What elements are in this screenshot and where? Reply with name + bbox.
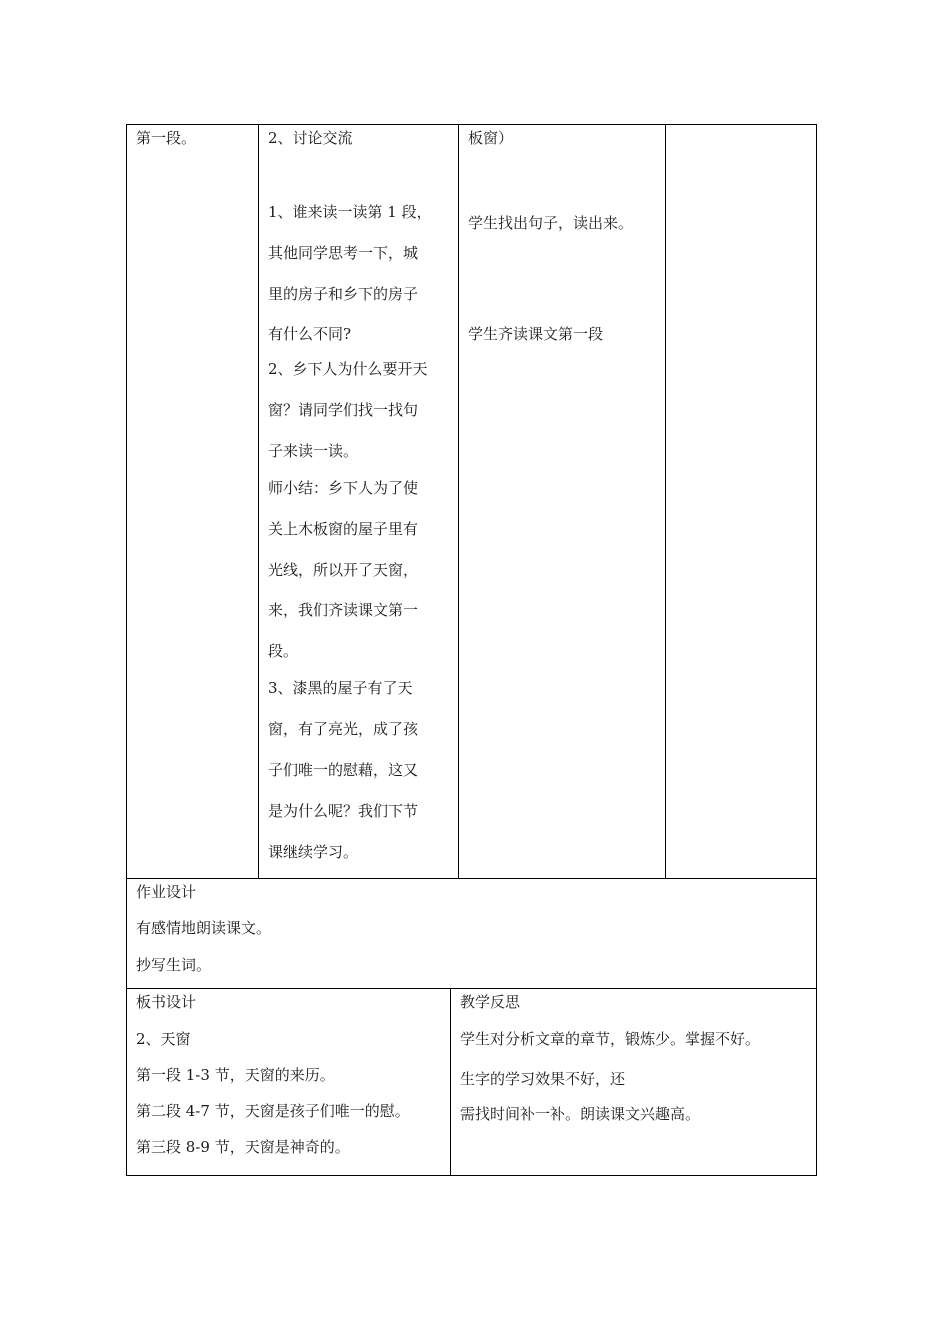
board-line: 第一段 1-3 节，天窗的来历。: [136, 1066, 335, 1084]
discussion-heading: 2、讨论交流: [268, 129, 353, 147]
reflection-line: 需找时间补一补。朗读课文兴趣高。: [460, 1105, 701, 1123]
teaching-line: 1、谁来读一读第 1 段，: [268, 203, 432, 221]
homework-title: 作业设计: [136, 883, 197, 901]
table-top-border: [126, 124, 817, 125]
student-activity-bottom: 学生齐读课文第一段: [468, 325, 604, 343]
teaching-line: 里的房子和乡下的房子: [268, 285, 419, 303]
teaching-line: 窗，有了亮光，成了孩: [268, 720, 419, 738]
board-line: 第二段 4-7 节，天窗是孩子们唯一的慰。: [136, 1102, 410, 1120]
teaching-line: 有什么不同?: [268, 325, 352, 343]
teaching-line: 窗？请同学们找一找句: [268, 401, 419, 419]
teaching-line: 子来读一读。: [268, 442, 359, 460]
teaching-line: 2、乡下人为什么要开天: [268, 360, 428, 378]
reflection-line: 学生对分析文章的章节，锻炼少。掌握不好。: [460, 1030, 761, 1048]
teaching-line: 师小结：乡下人为了使: [268, 479, 419, 497]
teaching-line: 来，我们齐读课文第一: [268, 601, 419, 619]
section-label: 第一段。: [136, 129, 197, 147]
student-activity-top: 板窗）: [468, 129, 514, 147]
row-divider-2: [126, 988, 817, 989]
teaching-line: 课继续学习。: [268, 843, 359, 861]
teaching-line: 是为什么呢？我们下节: [268, 802, 419, 820]
col-divider-3: [665, 124, 666, 879]
table-right-border: [816, 124, 817, 1176]
board-reflection-divider: [450, 988, 451, 1176]
teaching-line: 子们唯一的慰藉，这又: [268, 761, 419, 779]
col-divider-2: [458, 124, 459, 879]
teaching-line: 光线，所以开了天窗，: [268, 561, 419, 579]
reflection-title: 教学反思: [460, 993, 521, 1011]
homework-item: 有感情地朗读课文。: [136, 919, 272, 937]
board-line: 2、天窗: [136, 1030, 191, 1048]
teaching-line: 3、漆黑的屋子有了天: [268, 679, 413, 697]
student-activity-mid: 学生找出句子，读出来。: [468, 214, 634, 232]
reflection-line: 生字的学习效果不好，还: [460, 1070, 626, 1088]
teaching-line: 段。: [268, 642, 299, 660]
teaching-line: 关上木板窗的屋子里有: [268, 520, 419, 538]
table-left-border: [126, 124, 127, 1176]
board-title: 板书设计: [136, 993, 197, 1011]
row-divider-1: [126, 878, 817, 879]
homework-item: 抄写生词。: [136, 956, 212, 974]
board-line: 第三段 8-9 节，天窗是神奇的。: [136, 1138, 350, 1156]
table-bottom-border: [126, 1175, 817, 1176]
col-divider-1: [258, 124, 259, 879]
teaching-line: 其他同学思考一下，城: [268, 244, 419, 262]
